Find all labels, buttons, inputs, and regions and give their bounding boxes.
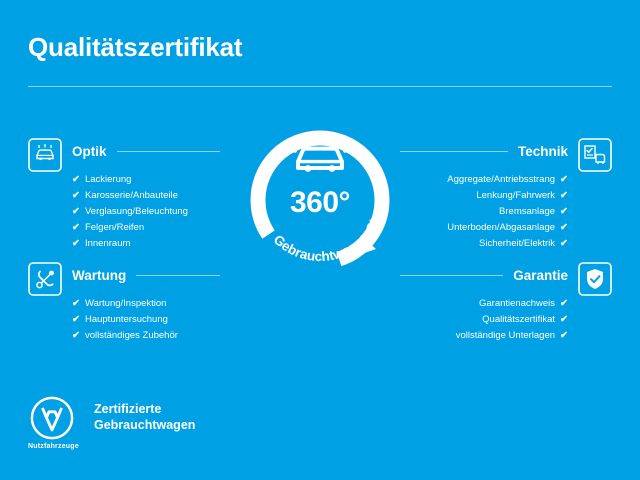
block-technik-title: Technik	[517, 143, 568, 159]
block-optik-rule	[117, 151, 220, 152]
list-item-label: Qualitätszertifikat	[482, 314, 556, 325]
check-icon: ✔	[72, 222, 80, 233]
check-icon: ✔	[72, 330, 80, 341]
list-item	[400, 188, 568, 204]
footer-line-1: Zertifizierte	[94, 402, 162, 416]
list-item-label: Unterboden/Abgasanlage	[447, 222, 556, 233]
list-item	[72, 312, 220, 328]
block-garantie	[400, 264, 568, 360]
list-item-label: Sicherheit/Elektrik	[479, 238, 556, 249]
list-item	[400, 312, 568, 328]
footer-text	[94, 401, 195, 433]
block-optik-items	[72, 172, 220, 252]
checklist-icon	[578, 138, 612, 172]
block-technik-items	[400, 172, 568, 252]
block-garantie-rule	[400, 275, 503, 276]
list-item-label: Bremsanlage	[499, 206, 556, 217]
check-icon: ✔	[72, 190, 80, 201]
list-item	[400, 220, 568, 236]
block-wartung	[72, 264, 220, 360]
list-item	[72, 328, 220, 344]
list-item-label: Wartung/Inspektion	[84, 298, 167, 309]
block-garantie-items	[400, 296, 568, 344]
block-optik-title: Optik	[72, 143, 107, 159]
gebrauchtwagen-check-badge	[228, 104, 412, 288]
check-icon: ✔	[560, 314, 568, 325]
list-item	[72, 172, 220, 188]
volkswagen-logo	[28, 396, 79, 450]
list-item-label: Innenraum	[84, 238, 131, 249]
check-icon: ✔	[560, 298, 568, 309]
footer	[28, 396, 195, 450]
check-icon: ✔	[560, 206, 568, 217]
check-icon: ✔	[560, 190, 568, 201]
brand-sublabel: Nutzfahrzeuge	[28, 443, 79, 450]
check-icon: ✔	[72, 314, 80, 325]
svg-text:Gebrauchtwagen-Check	[271, 195, 389, 264]
block-optik	[72, 140, 220, 268]
block-wartung-items	[72, 296, 220, 344]
block-optik-header	[72, 140, 220, 162]
list-item	[400, 204, 568, 220]
check-icon: ✔	[560, 330, 568, 341]
service-tool-icon	[28, 262, 62, 296]
list-item-label: Felgen/Reifen	[84, 222, 145, 233]
list-item-label: Aggregate/Antriebsstrang	[447, 174, 556, 185]
check-icon: ✔	[72, 174, 80, 185]
block-technik	[400, 140, 568, 268]
page-title: Qualitätszertifikat	[28, 32, 243, 62]
list-item	[400, 328, 568, 344]
block-technik-rule	[400, 151, 508, 152]
list-item-label: Lackierung	[84, 174, 132, 185]
shield-check-icon	[578, 262, 612, 296]
check-icon: ✔	[72, 298, 80, 309]
block-wartung-rule	[136, 275, 220, 276]
check-icon: ✔	[560, 238, 568, 249]
block-garantie-header	[400, 264, 568, 286]
check-icon: ✔	[560, 222, 568, 233]
block-wartung-header	[72, 264, 220, 286]
list-item	[400, 236, 568, 252]
car-wash-icon	[28, 138, 62, 172]
list-item-label: Verglasung/Beleuchtung	[84, 206, 188, 217]
block-garantie-title: Garantie	[513, 267, 568, 283]
list-item	[72, 188, 220, 204]
badge-ring-label: Gebrauchtwagen-Check	[270, 195, 389, 265]
block-wartung-title: Wartung	[72, 267, 127, 283]
check-icon: ✔	[560, 174, 568, 185]
list-item-label: Garantienachweis	[478, 298, 556, 309]
list-item-label: vollständige Unterlagen	[455, 330, 556, 341]
check-icon: ✔	[72, 206, 80, 217]
list-item	[400, 172, 568, 188]
list-item-label: Hauptuntersuchung	[84, 314, 168, 325]
list-item-label: vollständiges Zubehör	[84, 330, 178, 341]
badge-center-label: 360°	[289, 186, 351, 219]
title-divider	[28, 86, 612, 87]
list-item-label: Lenkung/Fahrwerk	[476, 190, 556, 201]
check-icon: ✔	[72, 238, 80, 249]
list-item	[72, 220, 220, 236]
list-item	[400, 296, 568, 312]
footer-line-2: Gebrauchtwagen	[94, 418, 196, 432]
list-item	[72, 204, 220, 220]
list-item	[72, 236, 220, 252]
list-item	[72, 296, 220, 312]
block-technik-header	[400, 140, 568, 162]
list-item-label: Karosserie/Anbauteile	[84, 190, 178, 201]
